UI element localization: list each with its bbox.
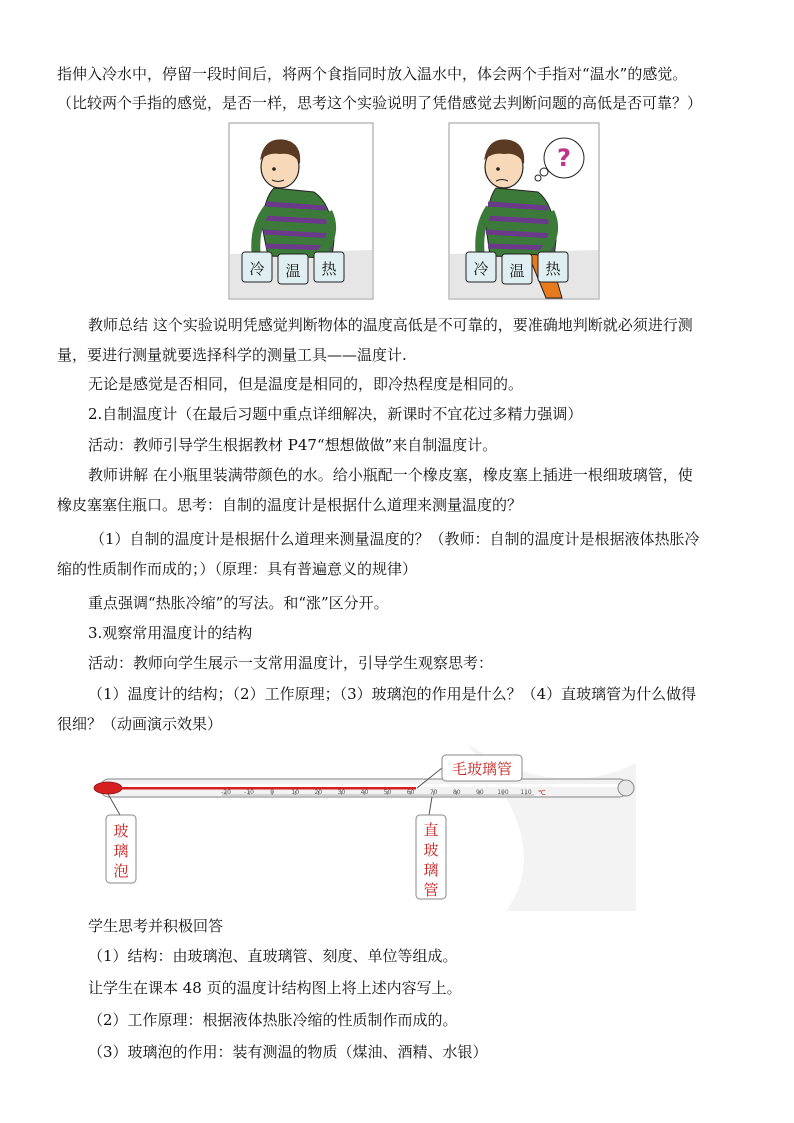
text-line: 活动：教师向学生展示一支常用温度计，引导学生观察思考： [88, 654, 494, 672]
text-line: 很细？（动画演示效果） [57, 715, 223, 733]
text-line: 教师讲解 在小瓶里装满带颜色的水。给小瓶配一个橡皮塞，橡皮塞上插进一根细玻璃管，使 [88, 466, 693, 484]
scale-tick-label: 110 [520, 789, 532, 796]
tube-label-4: 管 [423, 881, 439, 899]
bucket-label-cold: 冷 [249, 260, 265, 278]
scale-tick-label: 70 [429, 789, 438, 796]
student-panel-left [229, 123, 373, 299]
scale-tick-label: 20 [314, 789, 323, 796]
tube-label-1: 直 [423, 821, 439, 839]
scale-tick-label: 40 [360, 789, 369, 796]
text-line: （比较两个手指的感觉，是否一样，思考这个实验说明了凭借感觉去判断问题的高低是否可靠？） [57, 94, 703, 112]
capillary-label: 毛玻璃管 [451, 760, 513, 778]
bulb-label-1: 玻 [113, 822, 129, 840]
bulb-label-2: 璃 [113, 842, 129, 860]
text-line: 学生思考并积极回答 [88, 917, 224, 935]
liquid-column [116, 787, 416, 790]
bucket-label-hot: 热 [321, 260, 337, 278]
section-heading: 2.自制温度计（在最后习题中重点详细解决，新课时不宜花过多精力强调） [88, 405, 583, 423]
student-panel-right [449, 123, 599, 299]
scale-tick-label: 100 [497, 789, 509, 796]
text-line: 教师总结 这个实验说明凭感觉判断物体的温度高低是不可靠的，要准确地判断就必须进行测 [88, 316, 693, 334]
scale-tick-label: 30 [337, 789, 346, 796]
scale-tick-label: -20 [221, 789, 231, 796]
bucket-label-hot: 热 [545, 260, 561, 278]
tube-label-3: 璃 [423, 861, 439, 879]
text-line: 无论是感觉是否相同，但是温度是相同的，即冷热程度是相同的。 [88, 375, 524, 393]
scale-tick-label: 90 [476, 789, 484, 796]
bulb-label-3: 泡 [113, 862, 129, 880]
bucket-label-warm: 温 [509, 262, 525, 280]
tube-label-2: 玻 [423, 841, 439, 859]
bucket-label-warm: 温 [285, 262, 301, 280]
scale-tick-label: 60 [406, 789, 415, 796]
text-line: （1）温度计的结构；（2）工作原理；（3）玻璃泡的作用是什么？（4）直玻璃管为什么做得 [88, 685, 697, 703]
unit-label: ℃ [538, 789, 546, 797]
scale-tick-label: 50 [383, 789, 392, 796]
text-line: （3）玻璃泡的作用：装有测温的物质（煤油、酒精、水银） [88, 1043, 488, 1061]
text-line: （1）自制的温度计是根据什么道理来测量温度的？（教师：自制的温度计是根据液体热胀冷 [90, 530, 700, 548]
text-line: 重点强调“热胀冷缩”的写法。和“涨”区分开。 [88, 594, 389, 612]
text-line: 缩的性质制作而成的；）（原理：具有普遍意义的规律） [57, 560, 418, 578]
section-heading: 3.观察常用温度计的结构 [88, 624, 253, 642]
text-line: 橡皮塞塞住瓶口。思考：自制的温度计是根据什么道理来测量温度的？ [57, 496, 523, 514]
scale-tick-label: -10 [244, 789, 254, 796]
text-line: （1）结构：由玻璃泡、直玻璃管、刻度、单位等组成。 [88, 947, 458, 965]
experiment-illustration [228, 122, 600, 306]
text-line: 指伸入冷水中，停留一段时间后，将两个食指同时放入温水中，体会两个手指对“温水”的感觉。 [57, 65, 688, 83]
text-line: 让学生在课本 48 页的温度计结构图上将上述内容写上。 [88, 979, 462, 997]
question-mark-icon: ? [557, 144, 571, 172]
text-line: 活动：教师引导学生根据教材 P47“想想做做”来自制温度计。 [88, 436, 498, 454]
scale-tick-label: 0 [270, 789, 275, 796]
thermometer-diagram [86, 743, 636, 915]
scale-tick-label: 80 [452, 789, 461, 796]
text-line: 量，要进行测量就要选择科学的测量工具——温度计. [57, 346, 407, 364]
bucket-label-cold: 冷 [473, 260, 489, 278]
text-line: （2）工作原理：根据液体热胀冷缩的性质制作而成的。 [88, 1011, 458, 1029]
scale-tick-label: 10 [291, 789, 300, 796]
